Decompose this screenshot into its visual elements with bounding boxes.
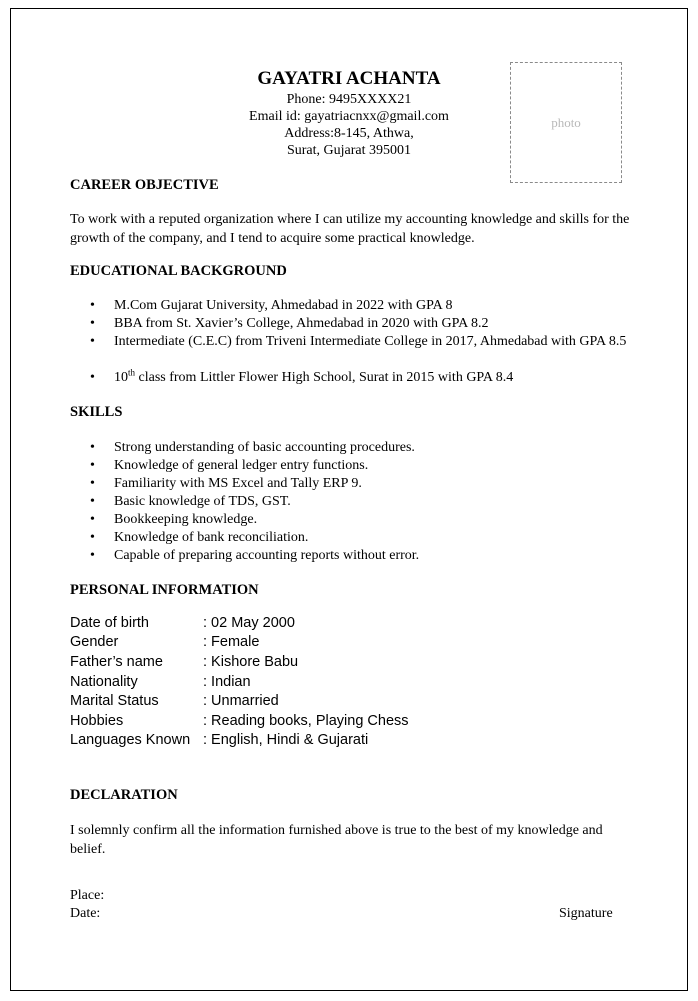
list-item: • Knowledge of bank reconciliation. <box>90 530 309 545</box>
list-item: • Basic knowledge of TDS, GST. <box>90 494 291 509</box>
candidate-name: GAYATRI ACHANTA <box>257 68 441 89</box>
education-heading: EDUCATIONAL BACKGROUND <box>70 263 287 279</box>
date-label: Date: <box>70 906 101 921</box>
declaration-text: I solemnly confirm all the information furnished above is true to the best of my knowledge and belief. <box>70 823 603 857</box>
photo-label: photo <box>551 115 581 130</box>
phone-line: Phone: 9495XXXX21 <box>286 92 412 107</box>
career-objective-text: To work with a reputed organization where I can utilize my accounting knowledge and skills for the growth of the company, and I tend to acquire some practical knowledge. <box>70 212 630 246</box>
email-line: Email id: gayatriacnxx@gmail.com <box>249 109 449 124</box>
list-item: • Capable of preparing accounting reports without error. <box>90 548 420 563</box>
place-label: Place: <box>70 888 105 903</box>
list-item: • Strong understanding of basic accounting procedures. <box>90 440 415 455</box>
personal-info-row: Languages Known : English, Hindi & Gujarati <box>70 732 369 748</box>
address-line-2: Surat, Gujarat 395001 <box>286 143 412 158</box>
list-item: • Bookkeeping knowledge. <box>90 512 258 527</box>
list-item: • Knowledge of general ledger entry functions. <box>90 458 369 473</box>
personal-info-row: Marital Status : Unmarried <box>70 693 279 709</box>
list-item: • 10th class from Littler Flower High School, Surat in 2015 with GPA 8.4 <box>90 367 514 385</box>
personal-info-row: Date of birth : 02 May 2000 <box>70 615 295 631</box>
skills-heading: SKILLS <box>70 404 123 420</box>
photo-placeholder <box>510 62 622 183</box>
list-item: • Familiarity with MS Excel and Tally ERP 9. <box>90 476 362 491</box>
declaration-heading: DECLARATION <box>70 787 178 803</box>
signature-label: Signature <box>559 906 613 921</box>
list-item: • Intermediate (C.E.C) from Triveni Intermediate College in 2017, Ahmedabad with GPA 8.5 <box>90 334 627 349</box>
list-item: • BBA from St. Xavier’s College, Ahmedabad in 2020 with GPA 8.2 <box>90 316 489 331</box>
personal-info-row: Father’s name : Kishore Babu <box>70 654 299 670</box>
personal-info-row: Hobbies : Reading books, Playing Chess <box>70 713 409 729</box>
address-line-1: Address:8-145, Athwa, <box>284 126 414 141</box>
career-objective-heading: CAREER OBJECTIVE <box>70 177 219 193</box>
personal-info-heading: PERSONAL INFORMATION <box>70 582 259 598</box>
personal-info-row: Nationality : Indian <box>70 674 251 690</box>
list-item: • M.Com Gujarat University, Ahmedabad in 2022 with GPA 8 <box>90 298 453 313</box>
personal-info-row: Gender : Female <box>70 634 260 650</box>
